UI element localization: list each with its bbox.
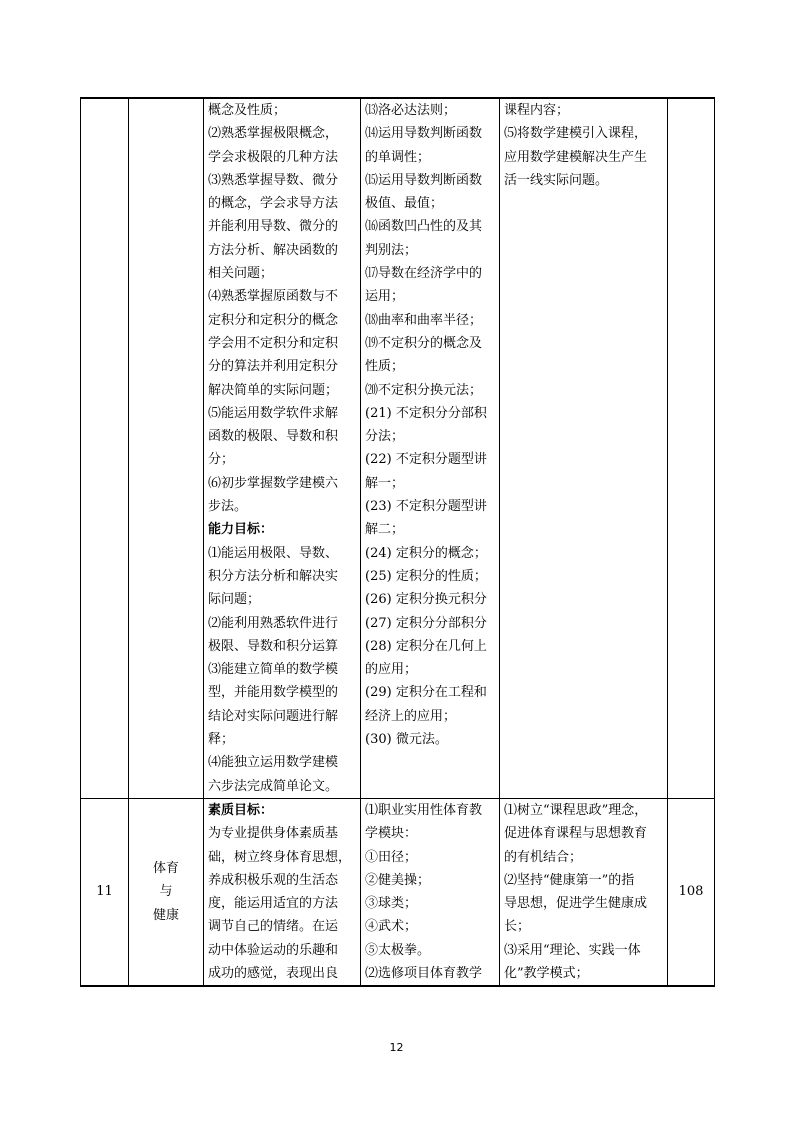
goal-line: ⑶熟悉掌握导数、微分 (208, 172, 339, 188)
goal-line: 积分方法分析和解决实 (208, 568, 339, 584)
content-line: 学模块： (365, 826, 418, 842)
page-number: 12 (389, 1041, 404, 1054)
content-line: (29) 定积分在工程和 (365, 685, 487, 701)
goal-line: 并能利用导数、微分的 (208, 219, 339, 235)
goal-line: ⑹初步掌握数学建模六 (208, 475, 339, 491)
content-line: (21) 不定积分分部积 (365, 405, 487, 421)
goal-line: 解决简单的实际问题； (208, 382, 339, 398)
requirement-line: 促进体育课程与思想教育 (504, 826, 648, 842)
course-name-line: 健康 (152, 907, 179, 923)
goal-line: 型，并能用数学模型的 (208, 685, 339, 701)
course-content-cell (361, 798, 500, 986)
content-line: ①田径； (365, 849, 418, 865)
goal-line: ⑵能利用熟悉软件进行 (208, 615, 339, 631)
content-line: ⑵选修项目体育教学 (365, 965, 483, 981)
content-line: 判别法； (365, 242, 418, 258)
course-content-cell (361, 98, 500, 798)
requirement-line: 活一线实际问题。 (504, 172, 609, 188)
goal-line: 学会求极限的几种方法 (208, 149, 339, 165)
goal-line: 调节自己的情绪。在运 (208, 919, 339, 935)
course-name-cell (129, 98, 204, 798)
course-hours: 108 (678, 884, 704, 900)
requirement-line: 化”教学模式； (504, 965, 589, 981)
goal-line: 际问题； (208, 592, 261, 608)
table-row (81, 98, 715, 798)
content-line: 的单调性； (365, 149, 431, 165)
table-row (81, 798, 715, 986)
goal-heading: 素质目标： (208, 802, 274, 818)
goal-line: 结论对实际问题进行解 (208, 708, 339, 724)
goal-line: 六步法完成简单论文。 (208, 778, 339, 794)
goal-line: 分； (208, 452, 235, 468)
course-number-cell (81, 798, 129, 986)
requirement-line: 导思想，促进学生健康成 (504, 896, 648, 912)
content-line: (25) 定积分的性质； (365, 568, 487, 584)
goal-line: 度，能运用适宜的方法 (208, 896, 339, 912)
content-line: 分法； (365, 429, 405, 445)
goal-line: ⑷能独立运用数学建模 (208, 755, 339, 771)
content-line: ⒇不定积分换元法； (365, 382, 483, 398)
table-body (81, 98, 715, 986)
goal-line: ⑸能运用数学软件求解 (208, 405, 339, 421)
goal-line: 相关问题； (208, 266, 274, 282)
goal-line: 为专业提供身体素质基 (208, 826, 339, 842)
content-line: ⒅曲率和曲率半径； (365, 312, 483, 328)
course-table (80, 97, 715, 987)
content-line: 解一； (365, 475, 405, 491)
content-line: ⒂运用导数判断函数 (365, 172, 483, 188)
content-line: ⑴职业实用性体育教 (365, 802, 483, 818)
content-line: 性质； (365, 359, 405, 375)
content-line: 经济上的应用； (365, 708, 457, 724)
content-line: 的应用； (365, 662, 418, 678)
requirement-line: 的有机结合； (504, 849, 583, 865)
goal-line: 定积分和定积分的概念 (208, 312, 339, 328)
teaching-requirements-cell (500, 798, 668, 986)
content-line: (26) 定积分换元积分 (365, 592, 487, 608)
content-line: (30) 微元法。 (365, 732, 448, 748)
goal-line: 函数的极限、导数和积 (208, 429, 339, 445)
content-line: ②健美操； (365, 872, 431, 888)
content-line: (22) 不定积分题型讲 (365, 452, 487, 468)
content-line: 解二； (365, 522, 405, 538)
goal-line: 释； (208, 732, 235, 748)
goal-line: 步法。 (208, 499, 248, 515)
content-line: ⒁运用导数判断函数 (365, 126, 483, 142)
content-line: 运用； (365, 289, 405, 305)
requirement-line: ⑸将数学建模引入课程， (504, 126, 648, 142)
goal-line: 养成积极乐观的生活态 (208, 872, 339, 888)
course-hours-cell (668, 98, 715, 798)
goal-line: 极限、导数和积分运算 (208, 638, 339, 654)
course-name-line: 体育 (152, 861, 179, 877)
goal-line: 动中体验运动的乐趣和 (208, 942, 339, 958)
teaching-requirements-cell (500, 98, 668, 798)
course-name-cell (129, 798, 204, 986)
content-line: ⒆不定积分的概念及 (365, 335, 483, 351)
requirement-line: ⑴树立“课程思政”理念， (504, 802, 648, 818)
goal-line: 分的算法并利用定积分 (208, 359, 339, 375)
goal-heading: 能力目标： (208, 522, 274, 538)
goal-line: 概念及性质； (208, 103, 287, 118)
content-line: 极值、最值； (365, 196, 444, 212)
content-line: ⒄导数在经济学中的 (365, 266, 483, 282)
goal-line: ⑷熟悉掌握原函数与不 (208, 289, 339, 305)
course-hours-cell (668, 798, 715, 986)
content-line: (24) 定积分的概念； (365, 545, 487, 561)
content-line: (23) 不定积分题型讲 (365, 499, 487, 515)
goal-line: 的概念，学会求导方法 (208, 196, 339, 212)
content-line: (28) 定积分在几何上 (365, 638, 487, 654)
requirement-line: 应用数学建模解决生产生 (504, 149, 648, 165)
content-line: ⑤太极拳。 (365, 942, 431, 958)
course-number-cell (81, 98, 129, 798)
course-number: 11 (96, 884, 113, 900)
content-line: ③球类； (365, 896, 418, 912)
content-line: ⒀洛必达法则； (365, 103, 457, 118)
requirement-line: ⑶采用“理论、实践一体 (504, 942, 641, 958)
goal-line: 础，树立终身体育思想， (208, 849, 352, 865)
goal-line: ⑴能运用极限、导数、 (208, 545, 339, 561)
course-goals-cell (204, 798, 361, 986)
goal-line: 学会用不定积分和定积 (208, 335, 339, 351)
content-line: (27) 定积分分部积分 (365, 615, 487, 631)
goal-line: 成功的感觉，表现出良 (208, 965, 339, 981)
requirement-line: ⑵坚持“健康第一”的指 (504, 872, 635, 888)
course-goals-cell (204, 98, 361, 798)
goal-line: ⑵熟悉掌握极限概念， (208, 126, 339, 142)
content-line: ④武术； (365, 919, 418, 935)
course-name-line: 与 (159, 884, 173, 900)
requirement-line: 长； (504, 919, 531, 935)
requirement-line: 课程内容； (504, 103, 570, 118)
content-line: ⒃函数凹凸性的及其 (365, 219, 483, 235)
goal-line: ⑶能建立简单的数学模 (208, 662, 339, 678)
goal-line: 方法分析、解决函数的 (208, 242, 339, 258)
